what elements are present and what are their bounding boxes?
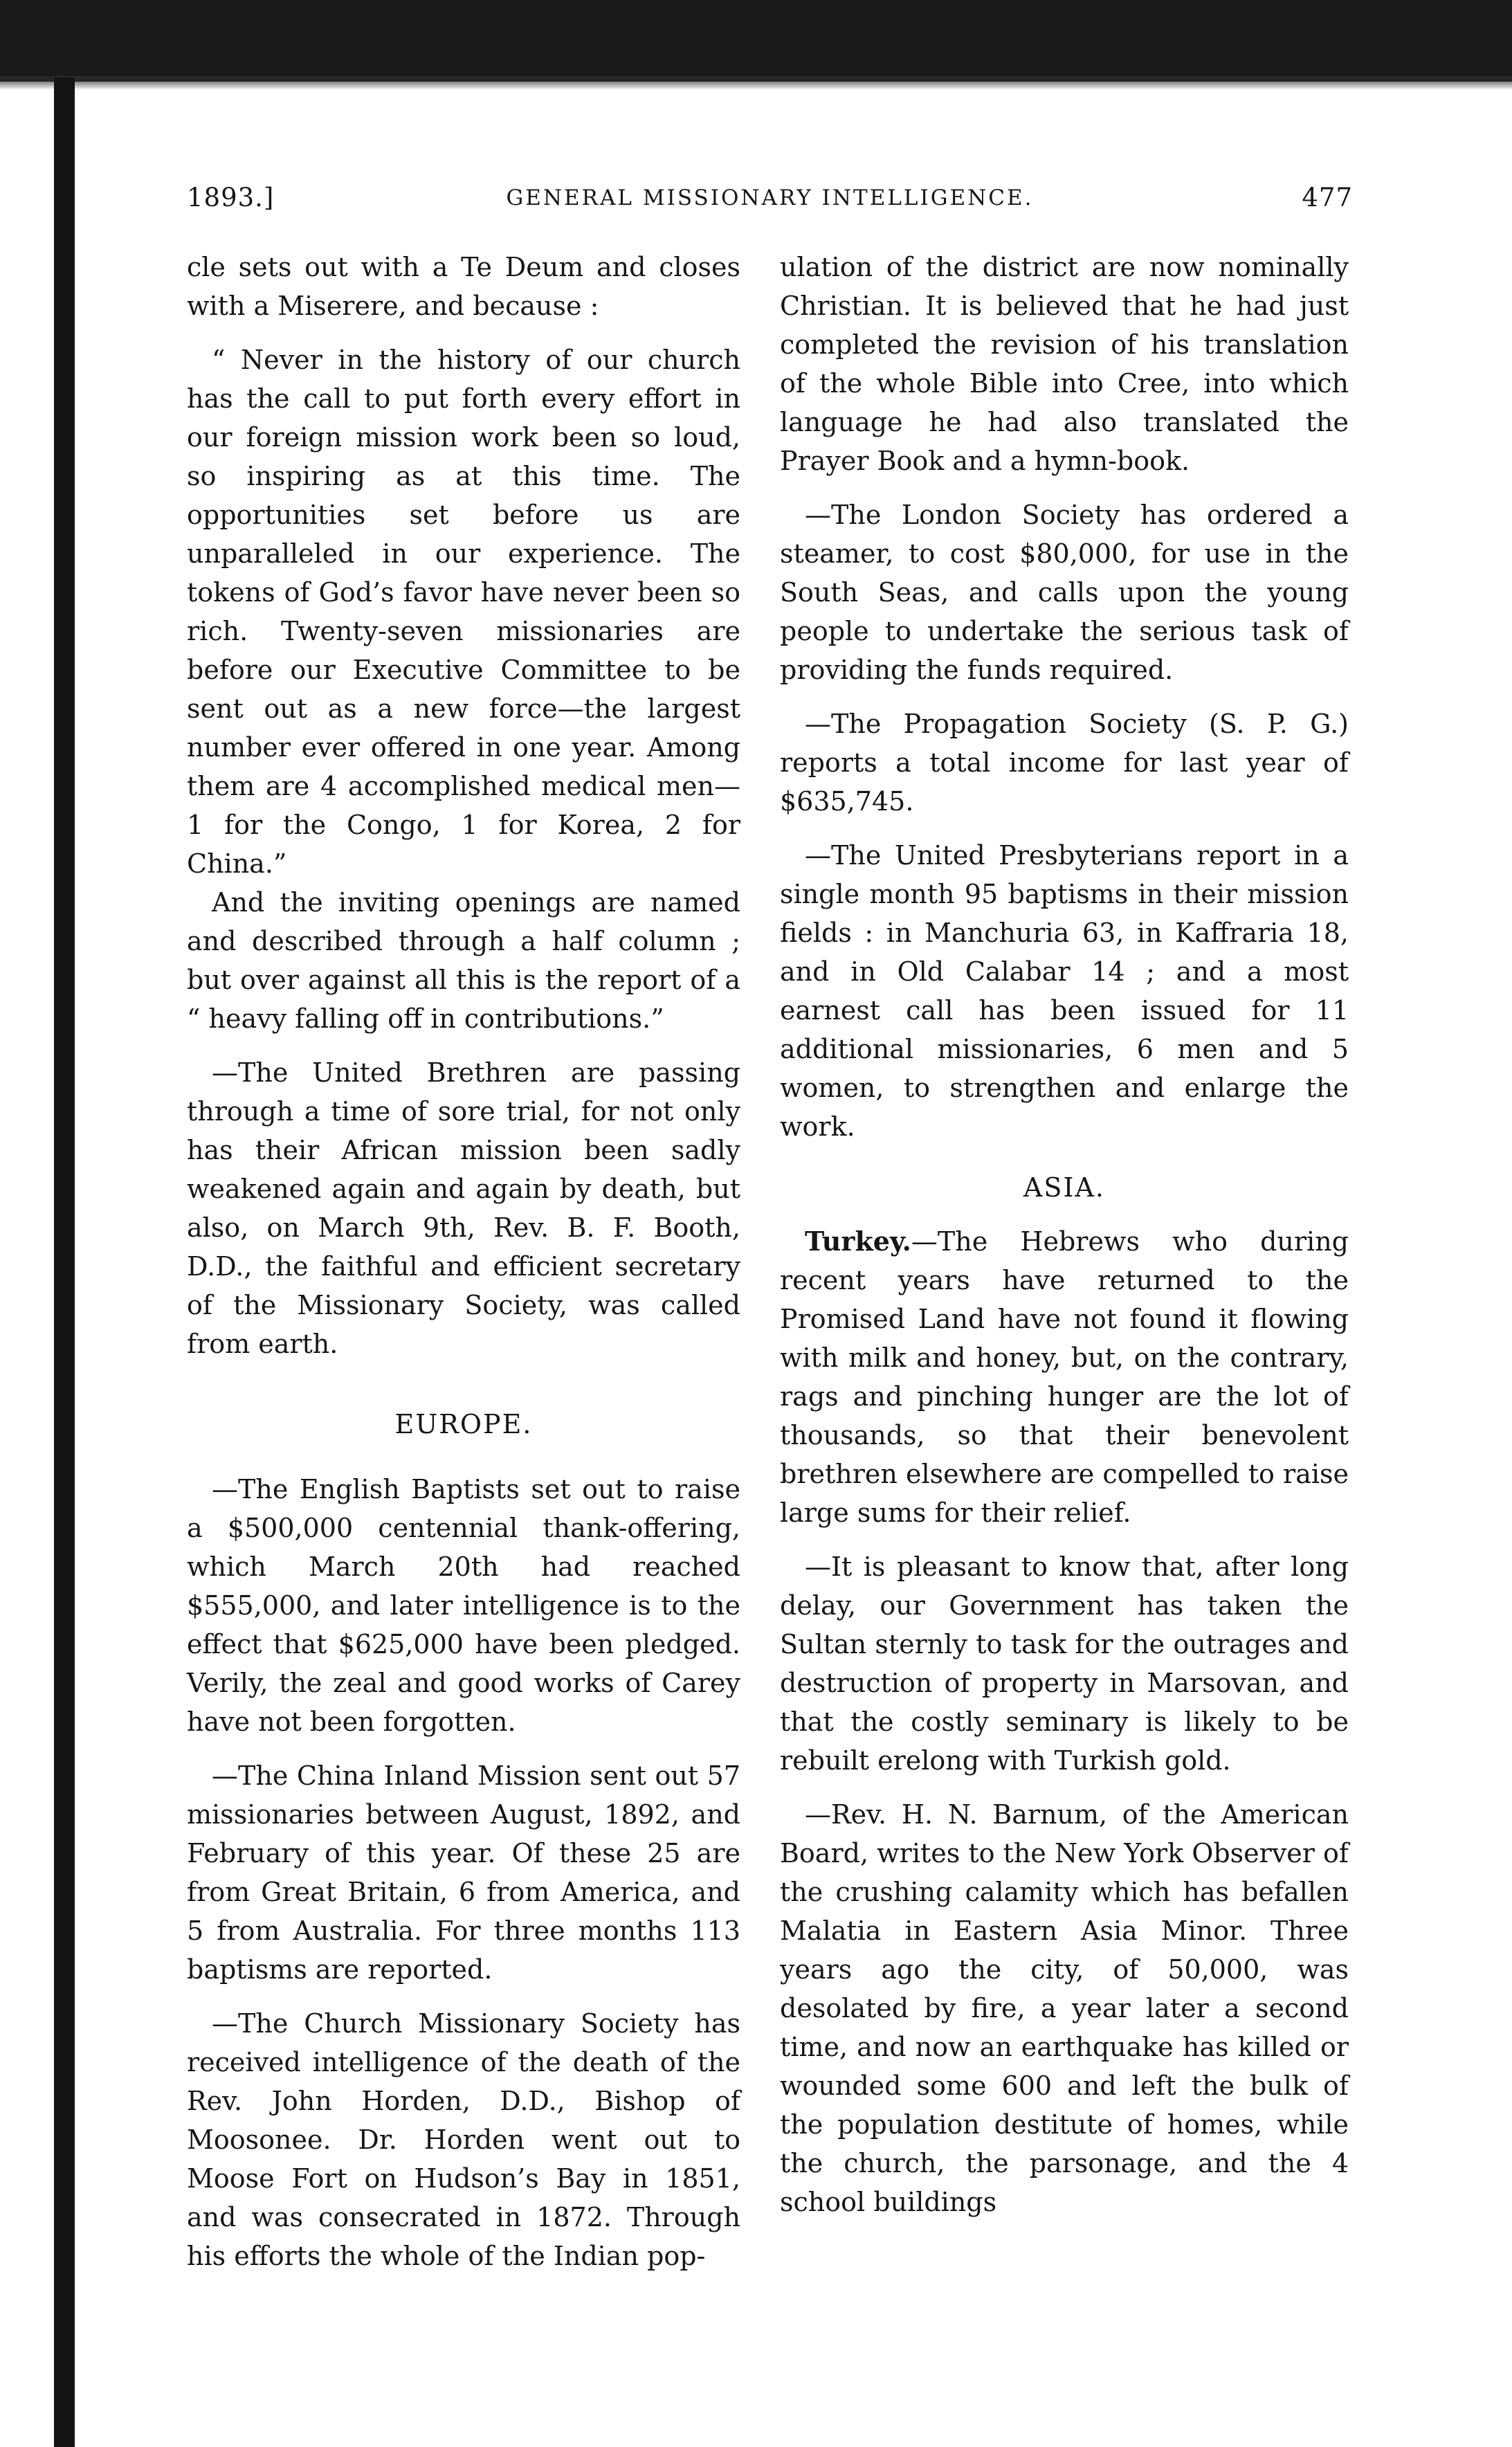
paragraph: —The London Society has ordered a steamer, to cost $80,000, for use in the South Seas, and calls upon the young people to undertake the serious task of providing the funds required.	[780, 500, 1349, 685]
paragraph: —The English Baptists set out to raise a $500,000 centennial thank-offering, which March 20th had reached $555,000, and later intelligence is to the effect that $625,000 have been pledged. Verily, the zeal and good works of Carey have not been forgotten.	[187, 1474, 740, 1737]
running-head	[187, 183, 1353, 224]
quotation: “ Never in the history of our church has the call to put forth every effort in our foreign mission work been so loud, so inspiring as at this time. The opportunities set before us are unparalleled in our experience. The tokens of God’s favor have never been so rich. Twenty-seven missionaries are before our Executive Committee to be sent out as a new force—the largest number ever offered in one year. Among them are 4 accomplished medical men—1 for the Congo, 1 for Korea, 2 for China.”	[187, 345, 740, 879]
scan-border-top	[0, 0, 1512, 82]
paragraph-body: —The Hebrews who during recent years have returned to the Promised Land have not found it flowing with milk and honey, but, on the contrary, rags and pinching hunger are the lot of thousands, so that their benevolent brethren elsewhere are compelled to raise large sums for their relief.	[780, 1226, 1349, 1528]
paragraph: cle sets out with a Te Deum and closes with a Miserere, and because :	[187, 252, 740, 321]
paragraph: —The China Inland Mission sent out 57 missionaries between August, 1892, and February of this year. Of these 25 are from Great Britain, 6 from America, and 5 from Australia. For three months 113 baptisms are reported.	[187, 1761, 740, 1985]
right-column	[780, 248, 1349, 2237]
paragraph: —The United Brethren are passing through a time of sore trial, for not only has their African mission been sadly weakened again and again by death, but also, on March 9th, Rev. B. F. Booth, D.D., the faithful and efficient secretary of the Missionary Society, was called from earth.	[187, 1057, 740, 1359]
paragraph: —Rev. H. N. Barnum, of the American Board, writes to the New York Observer of the crushing calamity which has befallen Malatia in Eastern Asia Minor. Three years ago the city, of 50,000, was desolated by fire, a year later a second time, and now an earthquake has killed or wounded some 600 and left the bulk of the population destitute of homes, while the church, the parsonage, and the 4 school buildings	[780, 1799, 1349, 2217]
paragraph: —The United Presbyterians report in a single month 95 baptisms in their mission fields : in Manchuria 63, in Kaffraria 18, and in Old Calabar 14 ; and a most earnest call has been issued for 11 additional missionaries, 6 men and 5 women, to strengthen and enlarge the work.	[780, 840, 1349, 1142]
paragraph: —The Propagation Society (S. P. G.) reports a total income for last year of $635,745.	[780, 709, 1349, 817]
paragraph	[780, 1222, 1349, 1532]
paragraph: And the inviting openings are named and described through a half column ; but over against all this is the report of a “ heavy falling off in contributions.”	[187, 887, 740, 1034]
paragraph: ulation of the district are now nominally Christian. It is believed that he had just completed the revision of his translation of the whole Bible into Cree, into which language he had also translated the Prayer Book and a hymn-book.	[780, 252, 1349, 476]
left-column	[187, 248, 740, 2291]
running-title: GENERAL MISSIONARY INTELLIGENCE.	[506, 185, 1034, 210]
page-number: 477	[1302, 183, 1353, 212]
section-heading-europe: EUROPE.	[394, 1409, 533, 1439]
scan-border-shadow	[0, 76, 1512, 90]
paragraph: —The Church Missionary Society has received intelligence of the death of the Rev. John Horden, D.D., Bishop of Moosonee. Dr. Horden went out to Moose Fort on Hudson’s Bay in 1851, and was consecrated in 1872. Through his efforts the whole of the Indian pop-	[187, 2008, 740, 2271]
scan-border-left	[54, 78, 75, 2447]
paragraph: —It is pleasant to know that, after long delay, our Government has taken the Sultan sternly to task for the outrages and destruction of property in Marsovan, and that the costly seminary is likely to be rebuilt erelong with Turkish gold.	[780, 1552, 1349, 1776]
section-heading-asia: ASIA.	[1023, 1172, 1105, 1203]
paragraph-lead: Turkey.	[805, 1226, 911, 1257]
header-year: 1893.]	[187, 183, 275, 212]
